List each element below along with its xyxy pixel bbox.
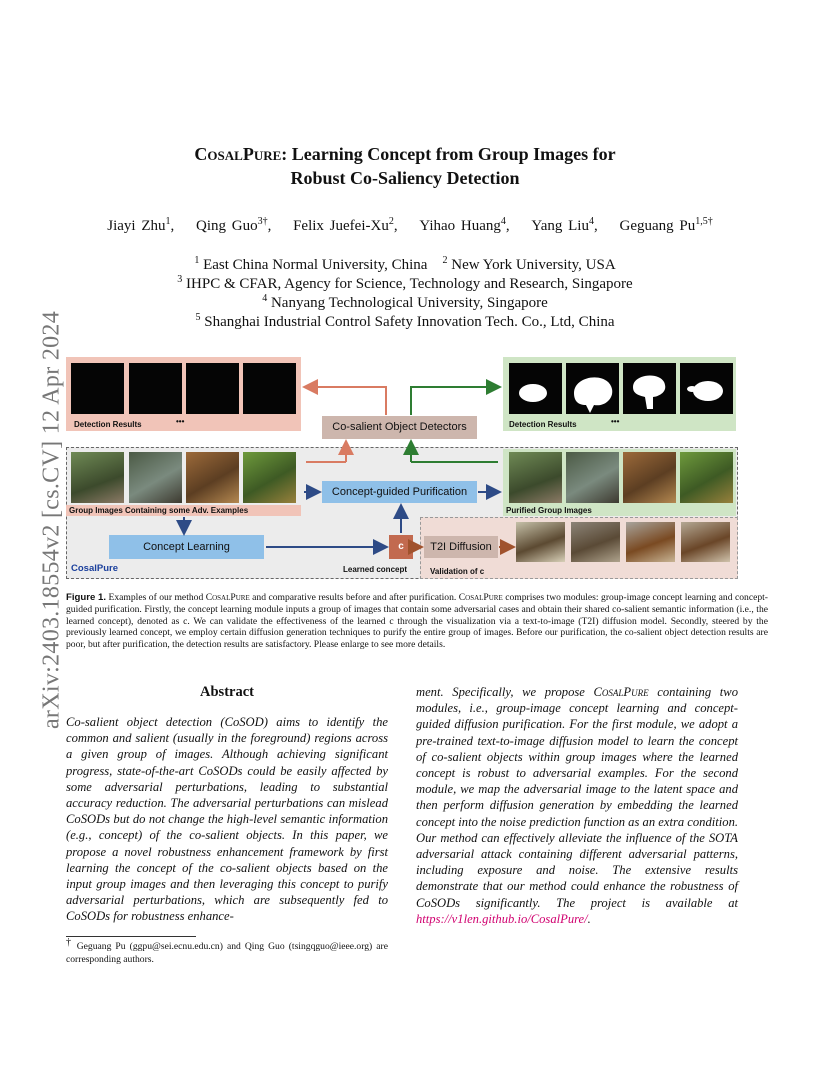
ellipsis-right: ••• — [611, 417, 620, 426]
arrow-to-results-after — [411, 387, 498, 415]
concept-guided-purification-box: Concept-guided Purification — [322, 481, 477, 503]
abstract-left-column: Co-salient object detection (CoSOD) aims to identify the common and salient (usually in the foreground) regions across a given group of images. Although achieving significant progress, state-of-the-art CoSODs could be easily affected by some adversarial perturbations, leading to substantial accuracy reduction. The adversarial perturbations can mislead CoSODs but do not change the high-level semantic information (e.g., concept) of the co-salient objects. In this paper, we propose a novel robustness enhancement framework by first learning the concept of the co-salient objects based on the input group images and then leveraging this concept to purify adversarial perturbations, which are subsequently fed to CoSODs for robustness enhance- — [66, 715, 388, 924]
author: Qing Guo$^{3\dagger}$, — [196, 216, 272, 234]
author: Yang Liu$^4$, — [531, 216, 598, 234]
ellipsis-left: ••• — [176, 417, 185, 426]
arrow-to-results-before — [306, 387, 386, 415]
learned-concept-c-box: c — [389, 535, 413, 559]
author-list — [80, 216, 740, 236]
detection-results-label-right: Detection Results — [509, 420, 577, 429]
affiliations: $^1$ East China Normal University, China $^2$ New York University, USA $^3$ IHPC & CFAR, Agency for Science, Technology and Research, Singapore $^4$ Nanyang Technological University, Singapore $^5$ Shanghai Industrial Control Safety Innovation Tech. Co., Ltd, China — [177, 255, 633, 330]
t2i-diffusion-box: T2I Diffusion — [424, 536, 498, 558]
cosalpure-label: CosalPure — [71, 563, 118, 574]
footnote-rule — [66, 936, 196, 937]
group-images-label: Group Images Containing some Adv. Examples — [69, 506, 249, 515]
title-method-name: CosalPure — [194, 144, 282, 164]
arxiv-identifier: arXiv:2403.18554v2 [cs.CV] 12 Apr 2024 — [38, 310, 65, 730]
co-salient-detectors-box: Co-salient Object Detectors — [322, 416, 477, 439]
validation-of-c-label: Validation of c — [430, 567, 485, 576]
detection-results-label-left: Detection Results — [74, 420, 142, 429]
learned-concept-label: Learned concept — [343, 565, 408, 574]
project-link[interactable]: https://v1len.github.io/CosalPure/ — [416, 911, 588, 926]
footnote: † Geguang Pu (ggpu@sei.ecnu.edu.cn) and Qing Guo (tsingqguo@ieee.org) are corresponding authors. — [66, 936, 389, 965]
abstract-heading: Abstract — [200, 684, 254, 700]
author: Yihao Huang$^4$, — [419, 216, 510, 234]
figure-1 — [66, 357, 768, 580]
title-line1: : Learning Concept from Group Images for — [281, 144, 616, 164]
title-line2: Robust Co-Saliency Detection — [290, 168, 520, 188]
figure-caption: Figure 1. Examples of our method CosalPure and comparative results before and after purification. CosalPure comprises two modules: group-image concept learning and concept-guided purification. Firstly, the concept learning module inputs a group of images that contain some adversarial cases and obtain their shared co-salient semantic information (i.e., the learned concept), denoted as c. We can validate the effectiveness of the learned c through the visualization via a text-to-image (T2I) diffusion model. Secondly, steered by the previously learned concept, we employ certain diffusion generation techniques to purify the entire group of images. Before our purification, the co-salient object detection results are poor, but after purification, the detection results are satisfactory. Please enlarge to see more details. — [66, 592, 768, 651]
paper-title — [100, 142, 710, 190]
concept-learning-box: Concept Learning — [109, 535, 264, 559]
abstract-right-column: ment. Specifically, we propose CosalPure containing two modules, i.e., group-image concept learning and concept-guided diffusion purification. For the first module, we adopt a pre-trained text-to-image diffusion model to learn the concept of co-salient objects within group images where the learned concept is robust to adversarial examples. For the second module, we map the adversarial image to the latent space and then perform diffusion generation by embedding the learned concept into the noise prediction function as an extra condition. Our method can effectively alleviate the influence of the SOTA adversarial attack containing different adversarial patterns, including exposure and noise. The extensive results demonstrate that our method could enhance the robustness of CoSODs significantly. The project is available at https://v1len.github.io/CosalPure/. — [416, 685, 739, 926]
author: Geguang $Pu^{1,5\dagger}$ — [619, 216, 713, 234]
purified-group-images-label: Purified Group Images — [506, 506, 592, 515]
figure-arrows — [66, 357, 768, 580]
author: Felix Juefei-Xu$^2$, — [293, 216, 398, 234]
author: Jiayi Zhu$^1$, — [107, 216, 175, 234]
